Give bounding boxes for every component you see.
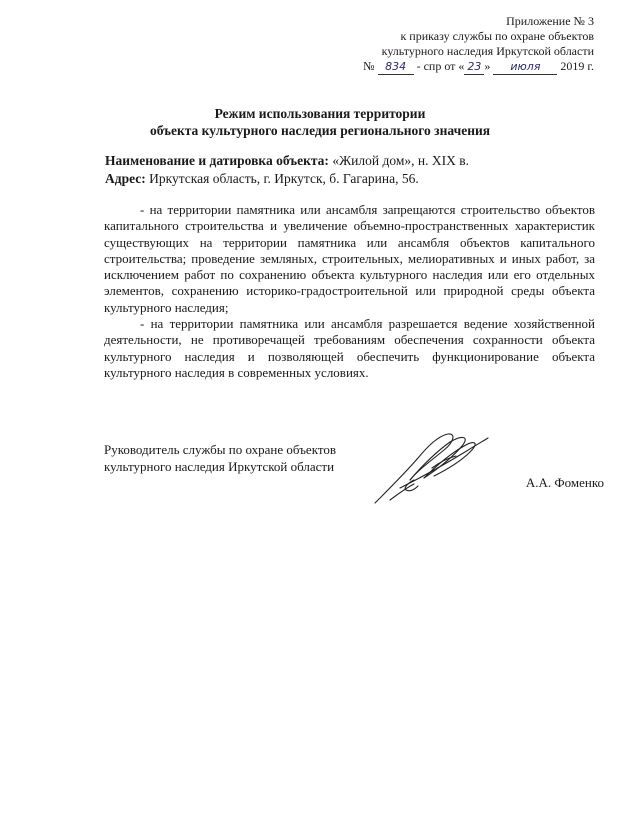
order-number-line <box>363 59 594 75</box>
order-ref-text: - спр от « <box>416 59 465 73</box>
object-address-row <box>105 170 469 188</box>
object-name-row <box>105 152 469 170</box>
permission-paragraph: - на территории памятника или ансамбля разрешается ведение хозяйственной деятельности, не противоречащей требованиям обеспечения сохранности объекта культурного наследия и позволяющей обеспечить функционирование объекта культурного наследия в современных условиях. <box>104 316 595 380</box>
appendix-line-1: Приложение № 3 <box>506 14 594 28</box>
object-name-label: Наименование и датировка объекта: <box>105 153 329 168</box>
appendix-line-3: культурного наследия Иркутской области <box>381 44 594 58</box>
restriction-paragraph: - на территории памятника или ансамбля запрещаются строительство объектов капитального строительства и увеличение объемно-пространственных характеристик существующих на территории памятника или ансамбля объектов капитального строительства; проведение земляных, строительных, мелиоративных и иных работ, за исключением работ по сохранению объекта культурного наследия или его отдельных элементов, сохранению историко-градостроительной или природной среды объекта культурного наследия; <box>104 202 595 315</box>
handwritten-month: июля <box>493 59 557 75</box>
appendix-line-2: к приказу службы по охране объектов <box>400 29 594 43</box>
object-address-label: Адрес: <box>105 171 146 186</box>
appendix-header <box>363 14 594 75</box>
handwritten-day: 23 <box>464 59 484 75</box>
signatory-name: А.А. Фоменко <box>525 475 604 490</box>
handwritten-signature-icon <box>370 428 490 508</box>
handwritten-order-number: 834 <box>378 59 414 75</box>
order-year: 2019 г. <box>560 59 594 73</box>
object-address-value: Иркутская область, г. Иркутск, б. Гагарина, 56. <box>145 171 419 186</box>
document-title-line-1: Режим использования территории <box>214 106 426 121</box>
signatory-role: Руководитель службы по охране объектов культурного наследия Иркутской области <box>104 442 336 474</box>
regime-body <box>104 202 595 381</box>
object-name-value: «Жилой дом», н. XIX в. <box>328 153 469 168</box>
quote-close: » <box>484 59 491 73</box>
document-title-line-2: объекта культурного наследия регионального значения <box>149 123 491 138</box>
object-info <box>105 152 469 188</box>
number-sign: № <box>363 59 375 73</box>
